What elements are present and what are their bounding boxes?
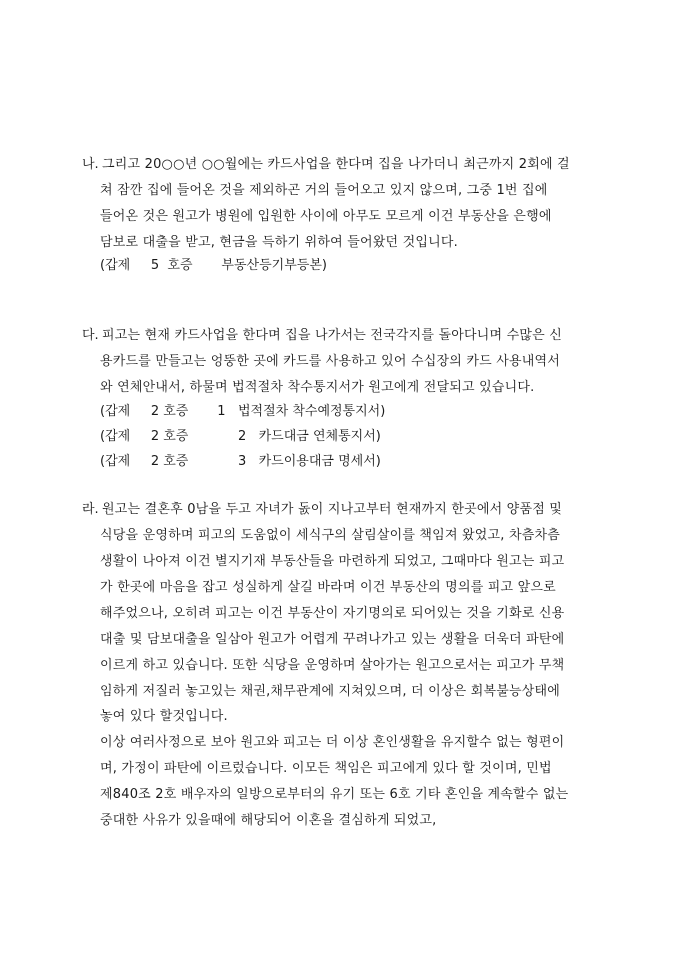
paragraph-line: 놓여 있다 할것입니다. xyxy=(100,709,228,724)
paragraph-line: 피고는 현재 카드사업을 한다며 집을 나가서는 전국각지를 돌아다니며 수많은 신 xyxy=(102,328,563,343)
evidence-reference: (갑제 2 호증 1 법적절차 착수예정통지서) xyxy=(100,404,386,419)
paragraph-line: 제840조 2호 배우자의 일방으로부터의 유기 또는 6호 기타 혼인을 계속할수 없는 xyxy=(100,787,569,802)
evidence-reference: (갑제 2 호증 2 카드대금 연체통지서) xyxy=(100,429,381,444)
paragraph-line: 해주었으나, 오히려 피고는 이건 부동산이 자기명의로 되어있는 것을 기화로 신용 xyxy=(100,606,565,621)
paragraph-line: 대출 및 담보대출을 일삼아 원고가 어렵게 꾸려나가고 있는 생활을 더욱더 파탄에 xyxy=(100,632,565,647)
paragraph-line: 담보로 대출을 받고, 현금을 득하기 위하여 들어왔던 것입니다. xyxy=(100,235,458,250)
paragraph-line: 생활이 나아져 이건 별지기재 부동산들을 마련하게 되었고, 그때마다 원고는 피고 xyxy=(100,554,565,569)
paragraph-line: 가 한곳에 마음을 잡고 성실하게 살길 바라며 이건 부동산의 명의를 피고 앞으로 xyxy=(100,580,556,595)
paragraph-line: 며, 가정이 파탄에 이르렀습니다. 이모든 책임은 피고에게 있다 할 것이며, 민법 xyxy=(100,761,552,776)
paragraph-marker: 다. xyxy=(82,328,99,343)
paragraph-line: 들어온 것은 원고가 병원에 입원한 사이에 아무도 모르게 이건 부동산을 은행에 xyxy=(100,209,552,224)
paragraph-line: 식당을 운영하며 피고의 도움없이 세식구의 살림살이를 책임져 왔었고, 차츰차츰 xyxy=(100,528,561,543)
evidence-reference: (갑제 5 호증 부동산등기부등본) xyxy=(100,258,327,273)
paragraph-line: 쳐 잠깐 집에 들어온 것을 제외하곤 거의 들어오고 있지 않으며, 그중 1번 집에 xyxy=(100,183,548,198)
paragraph-marker: 라. xyxy=(82,502,99,517)
paragraph-line: 원고는 결혼후 0남을 두고 자녀가 돐이 지나고부터 현재까지 한곳에서 양품점 및 xyxy=(102,502,563,517)
paragraph-line: 용카드를 만들고는 엉뚱한 곳에 카드를 사용하고 있어 수십장의 카드 사용내역서 xyxy=(100,354,561,369)
paragraph-line: 이르게 하고 있습니다. 또한 식당을 운영하며 살아가는 원고으로서는 피고가 무책 xyxy=(100,658,565,673)
paragraph-marker: 나. xyxy=(82,157,99,172)
paragraph-line: 이상 여러사정으로 보아 원고와 피고는 더 이상 혼인생활을 유지할수 없는 형편이 xyxy=(100,735,565,750)
paragraph-line: 임하게 저질러 놓고있는 채권,채무관계에 지쳐있으며, 더 이상은 회복불능상태에 xyxy=(100,684,561,699)
paragraph-line: 와 연체안내서, 하물며 법적절차 착수통지서가 원고에게 전달되고 있습니다. xyxy=(100,380,535,395)
evidence-reference: (갑제 2 호증 3 카드이용대금 명세서) xyxy=(100,454,381,469)
paragraph-line: 그리고 20○○년 ○○월에는 카드사업을 한다며 집을 나가더니 최근까지 2회에 걸 xyxy=(102,157,570,172)
paragraph-line: 중대한 사유가 있을때에 해당되어 이혼을 결심하게 되었고, xyxy=(100,813,437,828)
